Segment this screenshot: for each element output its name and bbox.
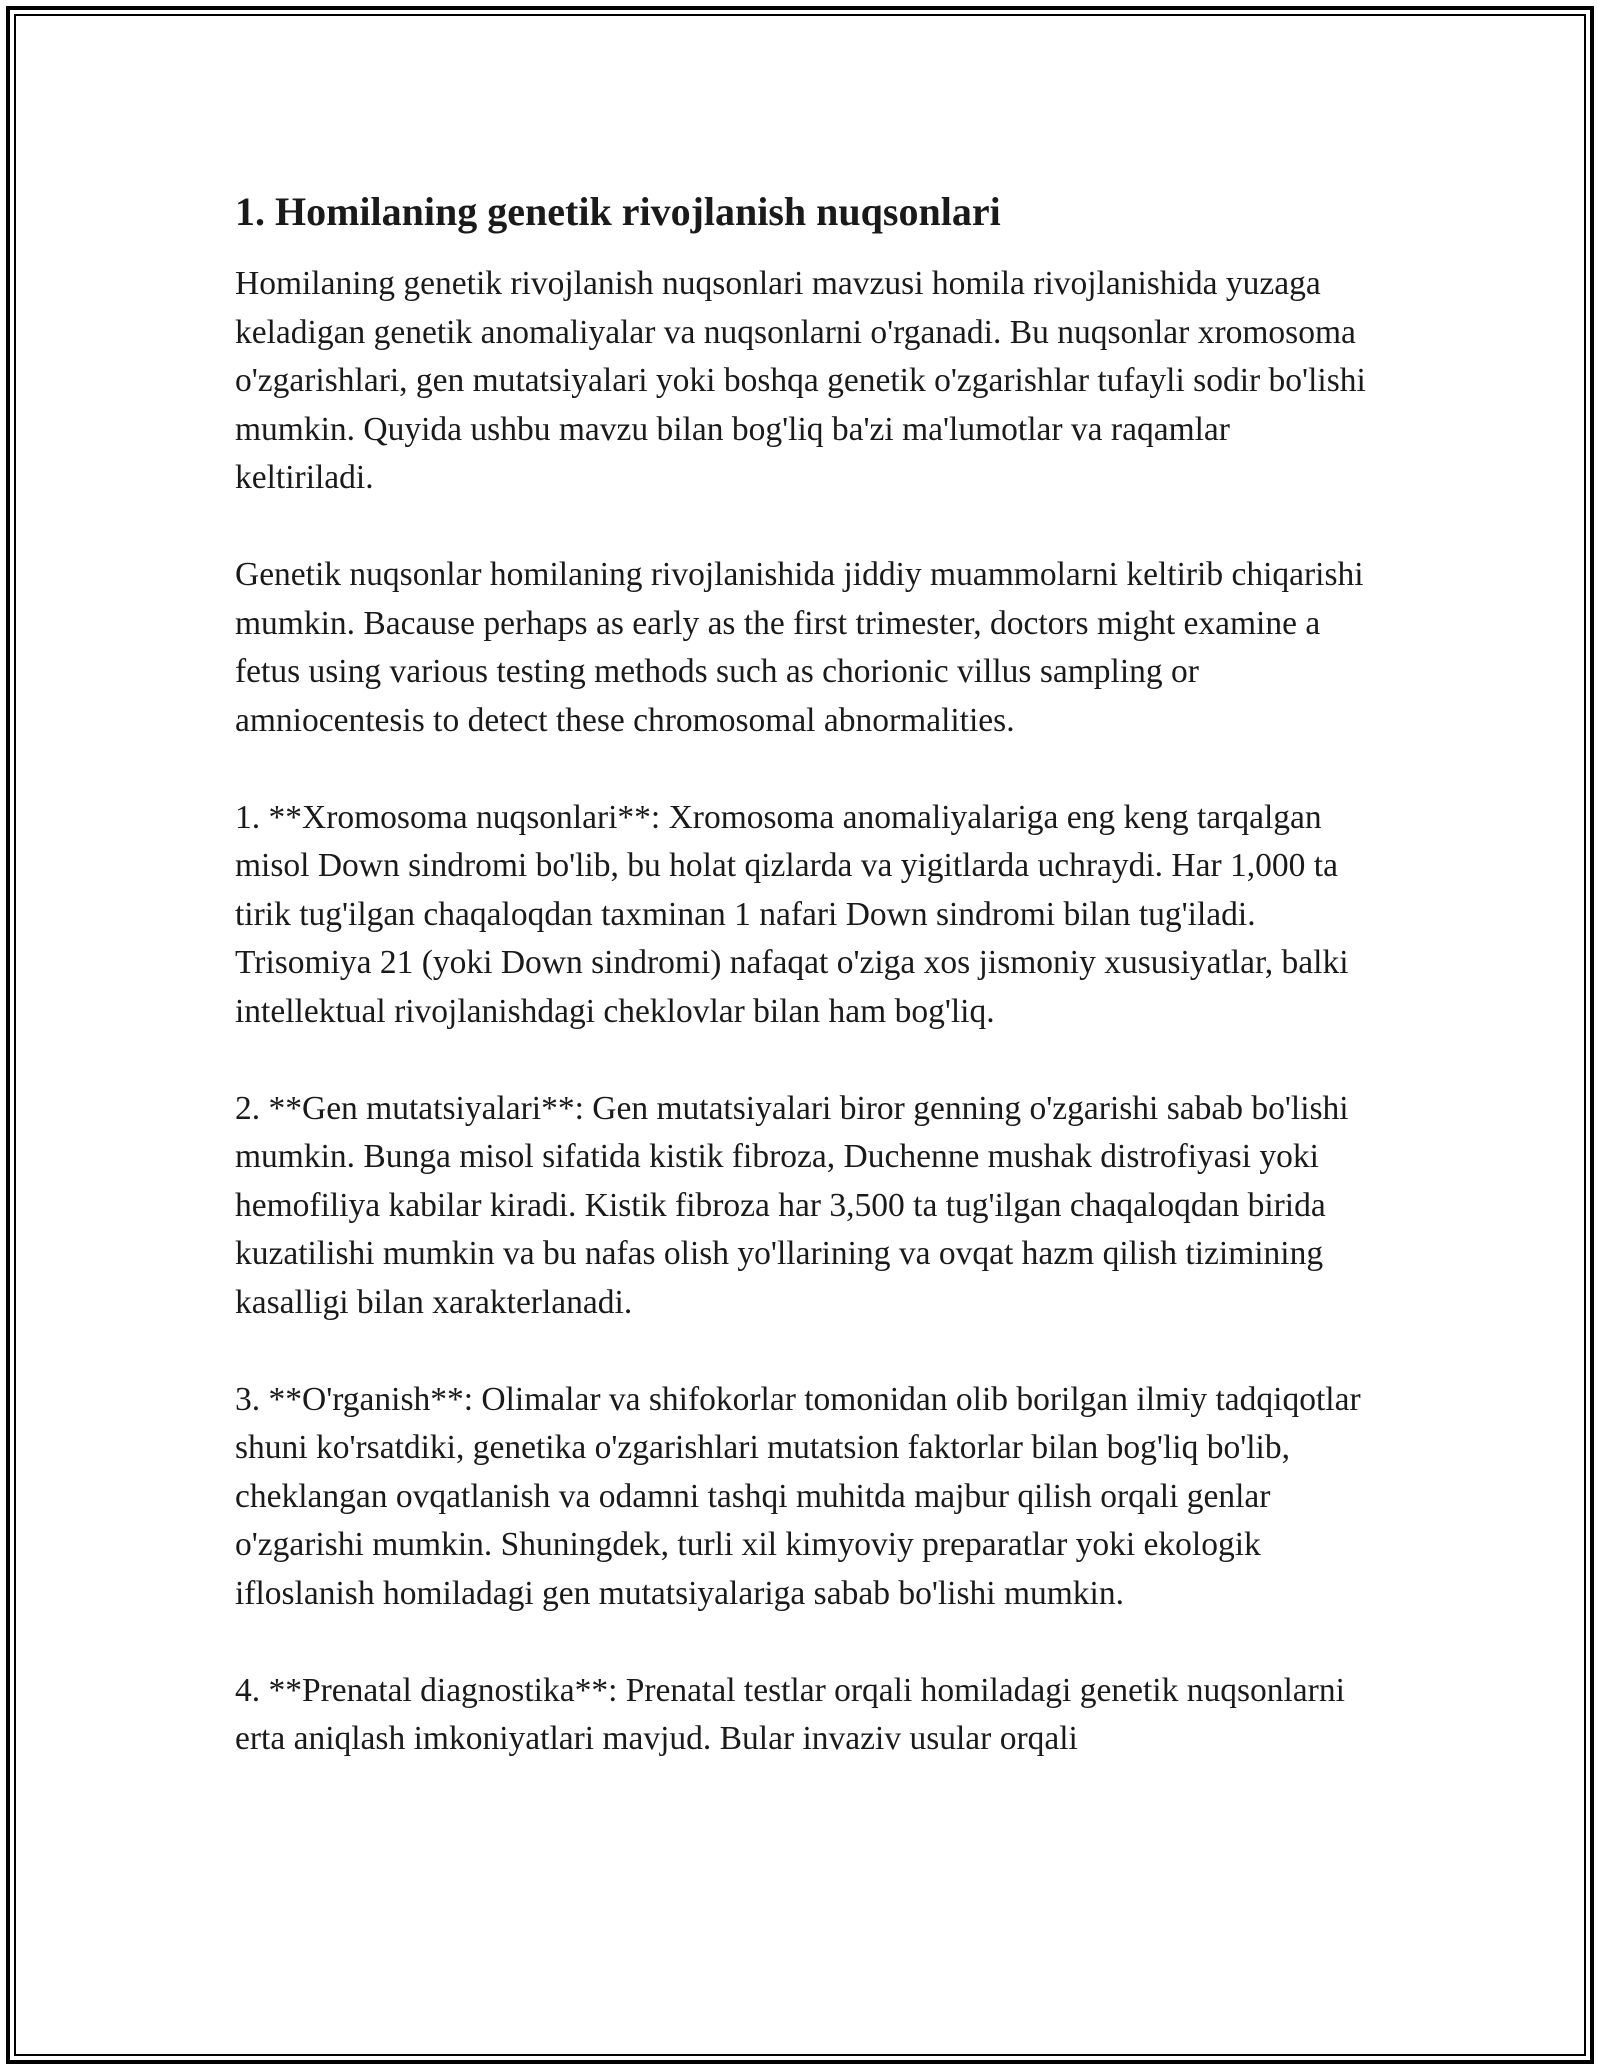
paragraph-context: Genetik nuqsonlar homilaning rivojlanishida jiddiy muammolarni keltirib chiqarishi mumkin. Bacause perhaps as early as the first trimester, doctors might examine a fetus using various testing methods such as chorionic villus sampling or amniocentesis to detect these chromosomal abnormalities. [235, 556, 1364, 739]
document-title: 1. Homilaning genetik rivojlanish nuqsonlari [235, 189, 1001, 234]
paragraph-chromosome-defects: 1. **Xromosoma nuqsonlari**: Xromosoma anomaliyalariga eng keng tarqalgan misol Down sindromi bo'lib, bu holat qizlarda va yigitlarda uchraydi. Har 1,000 ta tirik tug'ilgan chaqaloqdan taxminan 1 nafari Down sindromi bilan tug'iladi. Trisomiya 21 (yoki Down sindromi) nafaqat o'ziga xos jismoniy xususiyatlar, balki intellektual rivojlanishdagi cheklovlar bilan ham bog'liq. [235, 798, 1349, 1030]
paragraph-intro: Homilaning genetik rivojlanish nuqsonlari mavzusi homila rivojlanishida yuzaga keladigan genetik anomaliyalar va nuqsonlarni o'rganadi. Bu nuqsonlar xromosoma o'zgarishlari, gen mutatsiyalari yoki boshqa genetik o'zgarishlar tufayli sodir bo'lishi mumkin. Quyida ushbu mavzu bilan bog'liq ba'zi ma'lumotlar va raqamlar keltiriladi. [235, 265, 1366, 496]
paragraph-prenatal-diagnostics: 4. **Prenatal diagnostika**: Prenatal testlar orqali homiladagi genetik nuqsonlarni erta aniqlash imkoniyatlari mavjud. Bular invaziv usular orqali [235, 1671, 1345, 1757]
paragraph-research: 3. **O'rganish**: Olimalar va shifokorlar tomonidan olib borilgan ilmiy tadqiqotlar shuni ko'rsatdiki, genetika o'zgarishlari mutatsion faktorlar bilan bog'liq bo'lib, cheklangan ovqatlanish va odamni tashqi muhitda majbur qilish orqali genlar o'zgarishi mumkin. Shuningdek, turli xil kimyoviy preparatlar yoki ekologik ifloslanish homiladagi gen mutatsiyalariga sabab bo'lishi mumkin. [235, 1380, 1361, 1612]
document-body [235, 186, 1375, 1812]
paragraph-gene-mutations: 2. **Gen mutatsiyalari**: Gen mutatsiyalari biror genning o'zgarishi sabab bo'lishi mumkin. Bunga misol sifatida kistik fibroza, Duchenne mushak distrofiyasi yoki hemofiliya kabilar kiradi. Kistik fibroza har 3,500 ta tug'ilgan chaqaloqdan birida kuzatilishi mumkin va bu nafas olish yo'llarining va ovqat hazm qilish tizimining kasalligi bilan xarakterlanadi. [235, 1089, 1349, 1321]
